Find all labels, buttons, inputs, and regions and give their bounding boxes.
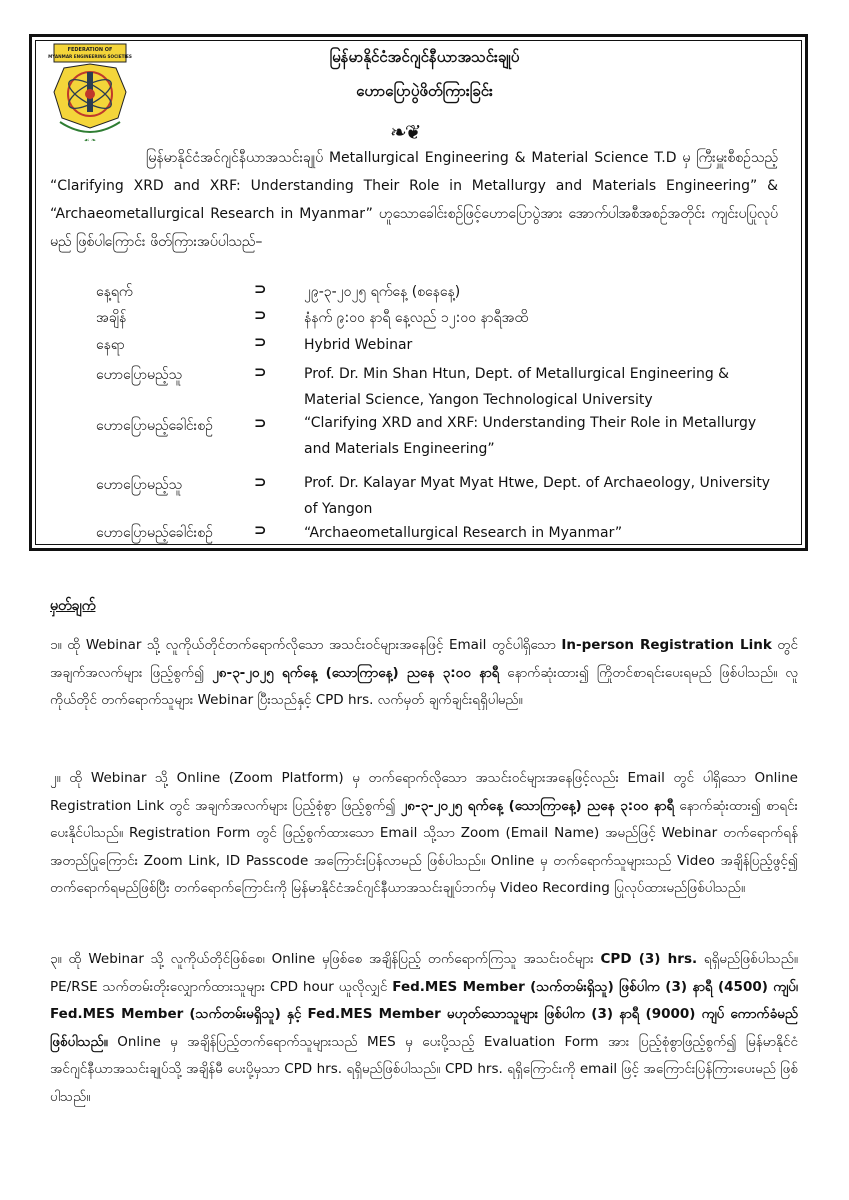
notes-heading: မှတ်ချက် xyxy=(50,598,96,614)
schedule-value-topic-1: “Clarifying XRD and XRF: Understanding Their Role in Metallurgy and Materials Engineering” xyxy=(304,415,757,457)
note-1-text-c: တွင် အချက်အလက်များ ဖြည့်စွက်၍ xyxy=(50,637,798,681)
schedule-value-time: နံနက် ၉:၀၀ နာရီ နေ့လည် ၁၂:၀၀ နာရီအထိ xyxy=(304,310,528,326)
note-1 xyxy=(50,632,798,715)
note-2-text-a: ၂။ ထို Webinar သို့ Online (Zoom Platform) မှ တက်ရောက်လိုသော အသင်းဝင်များအနေဖြင့်လည်း Email တွင် ပါရှိသော Online Registration Link တွင် အချက်အလက်များ ပြည့်စုံစွာ ဖြည့်စွက်၍ xyxy=(50,770,798,814)
logo-text-line1: FEDERATION OF xyxy=(67,47,113,53)
note-1-text-d: နောက်ဆုံးထား၍ ကြိုတင်စာရင်းပေးရမည် ဖြစ်ပါသည်။ လူကိုယ်တိုင် တက်ရောက်သူများ Webinar ပြီးသည်နှင့် CPD hrs. လက်မှတ် ချက်ချင်းရရှိပါမည်။ xyxy=(50,664,798,708)
schedule-colon: ⊃ xyxy=(254,280,267,298)
schedule-colon: ⊃ xyxy=(254,363,267,381)
note-3-text-c: ရရှိမည်ဖြစ်ပါသည်။ PE/RSE သက်တမ်းတိုးလျှောက်ထားသူများ CPD hour ယူလိုလျှင် xyxy=(50,951,798,995)
invitation-title: ဟောပြောပွဲဖိတ်ကြားခြင်း xyxy=(356,82,493,100)
org-title: မြန်မာနိုင်ငံအင်ဂျင်နီယာအသင်းချုပ် xyxy=(329,48,520,66)
intro-paragraph xyxy=(50,144,778,256)
note-3-text-d: Online မှ အချိန်ပြည့်တက်ရောက်သူများသည် MES မှ ပေးပို့သည့် Evaluation Form အား ပြည့်စုံစွာဖြည့်စွက်၍ မြန်မာနိုင်ငံအင်ဂျင်နီယာအသင်းချုပ်သို့ အချိန်မီ ပေးပို့မှသာ CPD hrs. ရရှိမည်ဖြစ်ပါသည်။ CPD hrs. ရရှိကြောင်းကို email ဖြင့် အကြောင်းပြန်ကြားပေးမည် ဖြစ်ပါသည်။ xyxy=(50,1033,798,1105)
note-1-text-a: ၁။ ထို Webinar သို့ လူကိုယ်တိုင်တက်ရောက်လိုသော အသင်းဝင်များအနေဖြင့် Email တွင်ပါရှိသော xyxy=(50,637,562,653)
schedule-label-date: နေ့ရက် xyxy=(96,284,133,300)
note-3-fees: Fed.MES Member (သက်တမ်းရှိသူ) ဖြစ်ပါက (3) နာရီ (4500) ကျပ်၊ Fed.MES Member (သက်တမ်းမရှိသူ) နှင့် Fed.MES Member မဟုတ်သောသူများ ဖြစ်ပါက (3) နာရီ (9000) ကျပ် ကောက်ခံမည်ဖြစ်ပါသည်။ xyxy=(50,978,798,1050)
schedule-value-speaker-1: Prof. Dr. Min Shan Htun, Dept. of Metallurgical Engineering & Material Science, Yangon Technological University xyxy=(304,366,730,408)
note-2-text-c: နောက်ဆုံးထား၍ စာရင်းပေးနိုင်ပါသည်။ Registration Form တွင် ဖြည့်စွက်ထားသော Email သို့သာ Zoom (Email Name) အမည်ဖြင့် Webinar တက်ရောက်ရန် အတည်ပြုကြောင်း Zoom Link, ID Passcode အကြောင်းပြန်လာမည် ဖြစ်ပါသည်။ Online မှ တက်ရောက်သူများသည် Video အချိန်ပြည့်ဖွင့်၍ တက်ရောက်ရမည်ဖြစ်ပြီး တက်ရောက်ကြောင်းကို မြန်မာနိုင်ငံအင်ဂျင်နီယာအသင်းချုပ်ဘက်မှ Video Recording ပြုလုပ်ထားမည်ဖြစ်ပါသည်။ xyxy=(50,797,798,896)
schedule-label-time: အချိန် xyxy=(96,310,127,326)
schedule-label-speaker-2: ဟောပြောမည့်သူ xyxy=(96,477,183,493)
schedule-label-topic-1: ဟောပြောမည့်ခေါင်းစဉ် xyxy=(96,418,213,434)
svg-text:☙ ❧: ☙ ❧ xyxy=(83,137,97,144)
schedule-value-date: ၂၉-၃-၂၀၂၅ ရက်နေ့ (စနေနေ့) xyxy=(304,284,461,300)
note-3-text-a: ၃။ ထို Webinar သို့ လူကိုယ်တိုင်ဖြစ်စေ၊ Online မှဖြစ်စေ အချိန်ပြည့် တက်ရောက်ကြသူ အသင်းဝင်များ xyxy=(50,951,601,967)
schedule-colon: ⊃ xyxy=(254,414,267,432)
note-1-deadline: ၂၈-၃-၂၀၂၅ ရက်နေ့ (သောကြာနေ့) ညနေ ၃:၀၀ နာရီ xyxy=(212,664,500,681)
note-2 xyxy=(50,765,798,903)
note-3 xyxy=(50,946,798,1111)
schedule-colon: ⊃ xyxy=(254,306,267,324)
note-1-registration-link: In-person Registration Link xyxy=(561,637,772,653)
schedule-value-speaker-2: Prof. Dr. Kalayar Myat Myat Htwe, Dept. of Archaeology, University of Yangon xyxy=(304,475,771,517)
schedule-label-venue: နေရာ xyxy=(96,337,125,353)
schedule-label-topic-2: ဟောပြောမည့်ခေါင်းစဉ် xyxy=(96,525,213,541)
schedule-value-topic-2: “Archaeometallurgical Research in Myanmar” xyxy=(304,525,623,541)
intro-text: မြန်မာနိုင်ငံအင်ဂျင်နီယာအသင်းချုပ် Metallurgical Engineering & Material Science T.D မှ ကြီးမှူးစီစဉ်သည့် “Clarifying XRD and XRF: Understanding Their Role in Metallurgy and Materials Engineering” & “Archaeometallurgical Research in Myanmar” ဟူသောခေါင်းစဉ်ဖြင့်ဟောပြောပွဲအား အောက်ပါအစီအစဉ်အတိုင်း ကျင်းပပြုလုပ်မည် ဖြစ်ပါကြောင်း ဖိတ်ကြားအပ်ပါသည်– xyxy=(50,150,778,250)
note-2-deadline: ၂၈-၃-၂၀၂၅ ရက်နေ့ (သောကြာနေ့) ညနေ ၃:၀၀ နာရီ xyxy=(400,797,675,814)
schedule-value-venue: Hybrid Webinar xyxy=(304,337,413,353)
ornament-divider-icon: ❧❦ xyxy=(390,120,420,144)
note-3-cpd-hours: CPD (3) hrs. xyxy=(600,951,698,967)
schedule-colon: ⊃ xyxy=(254,473,267,491)
schedule-label-speaker-1: ဟောပြောမည့်သူ xyxy=(96,367,183,383)
logo-text-line2: MYANMAR ENGINEERING SOCIETIES xyxy=(48,54,132,59)
schedule-colon: ⊃ xyxy=(254,521,267,539)
schedule-colon: ⊃ xyxy=(254,333,267,351)
